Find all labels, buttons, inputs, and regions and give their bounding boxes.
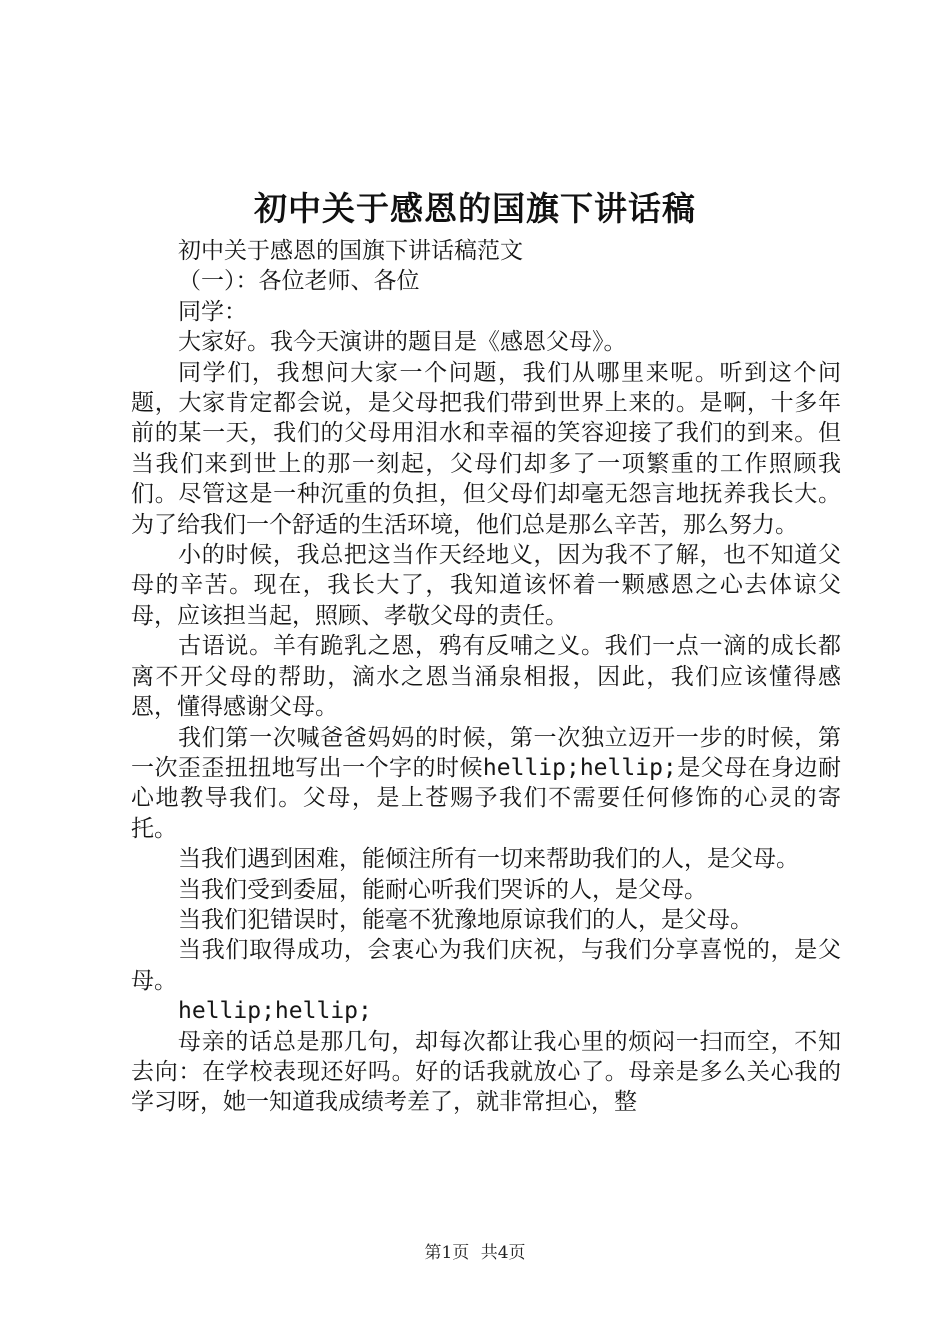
paragraph: 我们第一次喊爸爸妈妈的时候，第一次独立迈开一步的时候，第一次歪歪扭扭地写出一个字的时候hellip;hellip;是父母在身边耐心地教导我们。父母，是上苍赐予我们不需要任何修饰的心灵的寄托。 — [131, 724, 841, 842]
paragraph: 同学： — [178, 298, 247, 325]
paragraph: 大家好。我今天演讲的题目是《感恩父母》。 — [178, 329, 627, 356]
paragraph: 小的时候，我总把这当作天经地义，因为我不了解，也不知道父母的辛苦。现在，我长大了，我知道该怀着一颗感恩之心去体谅父母，应该担当起，照顾、孝敬父母的责任。 — [131, 542, 841, 629]
paragraph: 当我们遇到困难，能倾注所有一切来帮助我们的人，是父母。 — [178, 846, 799, 873]
paragraph: 同学们，我想问大家一个问题，我们从哪里来呢。听到这个问题，大家肯定都会说，是父母把我们带到世界上来的。是啊，十多年前的某一天，我们的父母用泪水和幸福的笑容迎接了我们的到来。但当我们来到世上的那一刻起，父母们却多了一项繁重的工作照顾我们。尽管这是一种沉重的负担，但父母们却毫无怨言地抚养我长大。为了给我们一个舒适的生活环境，他们总是那么辛苦，那么努力。 — [131, 359, 841, 538]
paragraph: 当我们犯错误时，能毫不犹豫地原谅我们的人，是父母。 — [178, 906, 753, 933]
document-body — [131, 236, 841, 1118]
paragraph: 当我们受到委屈，能耐心听我们哭诉的人，是父母。 — [178, 876, 707, 903]
document-title: 初中关于感恩的国旗下讲话稿 — [254, 189, 696, 228]
paragraph: 初中关于感恩的国旗下讲话稿范文 — [178, 238, 523, 264]
paragraph: 古语说。羊有跪乳之恩，鸦有反哺之义。我们一点一滴的成长都离不开父母的帮助，滴水之恩当涌泉相报，因此，我们应该懂得感恩，懂得感谢父母。 — [131, 633, 841, 721]
paragraph: 当我们取得成功，会衷心为我们庆祝，与我们分享喜悦的，是父母。 — [131, 937, 841, 994]
paragraph: hellip;hellip; — [178, 998, 372, 1025]
page-number: 第1页 — [424, 1243, 470, 1263]
page-total: 共4页 — [480, 1243, 526, 1263]
paragraph: （一）：各位老师、各位 — [178, 268, 420, 295]
page-footer — [0, 1242, 950, 1264]
paragraph: 母亲的话总是那几句，却每次都让我心里的烦闷一扫而空，不知去向：在学校表现还好吗。好的话我就放心了。母亲是多么关心我的学习呀，她一知道我成绩考差了，就非常担心，整 — [131, 1028, 841, 1116]
